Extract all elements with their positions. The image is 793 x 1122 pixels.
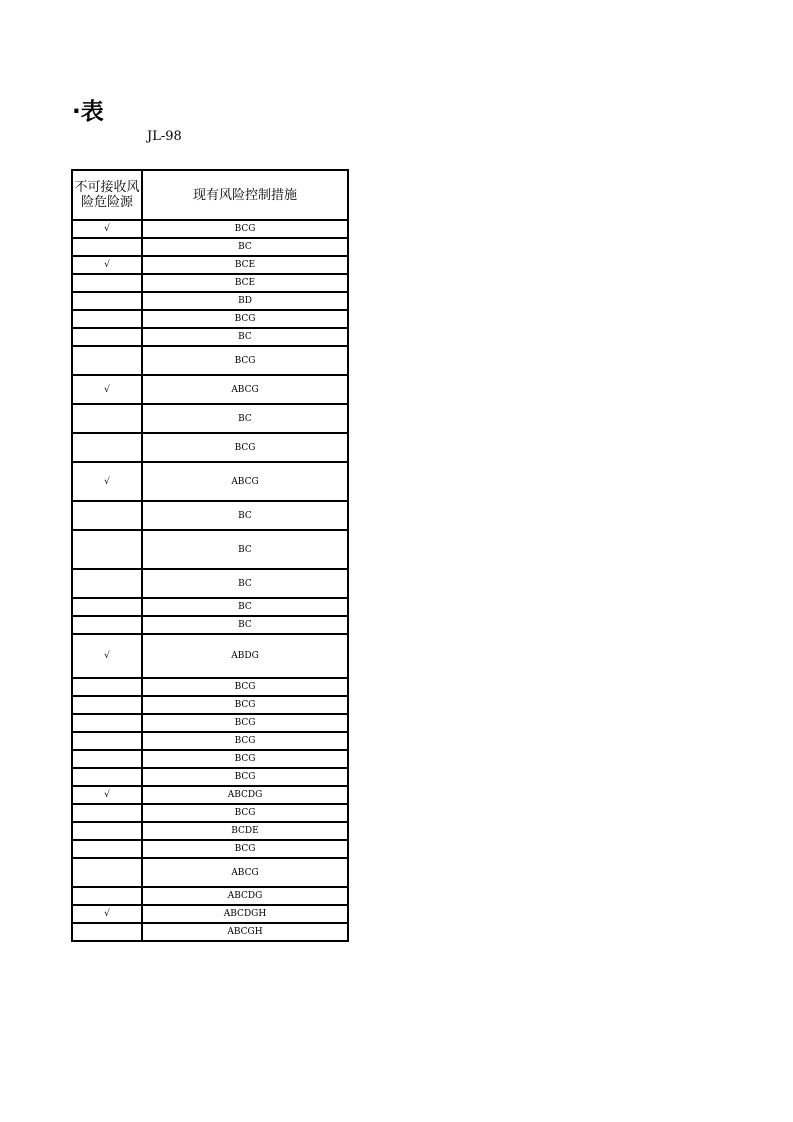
risk-flag-cell — [72, 804, 142, 822]
control-measure-cell: BC — [142, 616, 348, 634]
risk-flag-cell — [72, 310, 142, 328]
risk-flag-cell — [72, 768, 142, 786]
risk-flag-cell — [72, 404, 142, 433]
risk-table — [71, 169, 349, 942]
risk-flag-cell — [72, 346, 142, 375]
table-row — [72, 462, 348, 501]
table-row — [72, 714, 348, 732]
control-measure-cell: BCG — [142, 310, 348, 328]
control-measure-cell: BCG — [142, 750, 348, 768]
risk-flag-cell — [72, 678, 142, 696]
risk-flag-cell — [72, 238, 142, 256]
table-row — [72, 292, 348, 310]
control-measure-cell: BCG — [142, 804, 348, 822]
risk-flag-cell — [72, 714, 142, 732]
risk-flag-cell: √ — [72, 375, 142, 404]
table-row — [72, 768, 348, 786]
risk-flag-cell — [72, 858, 142, 887]
risk-flag-cell — [72, 598, 142, 616]
table-row — [72, 858, 348, 887]
table-row — [72, 750, 348, 768]
control-measure-cell: BCG — [142, 732, 348, 750]
control-measure-cell: BCG — [142, 346, 348, 375]
risk-flag-cell: √ — [72, 786, 142, 804]
control-measure-cell: BD — [142, 292, 348, 310]
table-row — [72, 220, 348, 238]
control-measure-cell: BCG — [142, 220, 348, 238]
table-row — [72, 310, 348, 328]
control-measure-cell: ABCDG — [142, 786, 348, 804]
table-row — [72, 616, 348, 634]
table-row — [72, 822, 348, 840]
risk-flag-cell — [72, 616, 142, 634]
control-measure-cell: BC — [142, 404, 348, 433]
table-row — [72, 530, 348, 569]
table-row — [72, 804, 348, 822]
table-row — [72, 887, 348, 905]
table-row — [72, 238, 348, 256]
control-measure-cell: BC — [142, 530, 348, 569]
control-measure-cell: BC — [142, 238, 348, 256]
table-row — [72, 501, 348, 530]
risk-flag-cell — [72, 328, 142, 346]
document-code: JL-98 — [147, 129, 182, 144]
table-row — [72, 786, 348, 804]
table-row — [72, 569, 348, 598]
control-measure-cell: ABCG — [142, 858, 348, 887]
control-measure-cell: BCG — [142, 714, 348, 732]
control-measure-cell: BCE — [142, 274, 348, 292]
risk-flag-cell — [72, 569, 142, 598]
risk-flag-cell — [72, 433, 142, 462]
control-measure-cell: BCG — [142, 696, 348, 714]
table-row — [72, 678, 348, 696]
column-header-control-measures: 现有风险控制措施 — [142, 170, 348, 220]
column-header-unacceptable-risk: 不可接收风险危险源 — [72, 170, 142, 220]
risk-flag-cell — [72, 750, 142, 768]
control-measure-cell: ABCDG — [142, 887, 348, 905]
control-measure-cell: BCG — [142, 768, 348, 786]
risk-flag-cell: √ — [72, 220, 142, 238]
control-measure-cell: BCDE — [142, 822, 348, 840]
risk-flag-cell: √ — [72, 905, 142, 923]
table-row — [72, 905, 348, 923]
table-row — [72, 256, 348, 274]
table-row — [72, 732, 348, 750]
control-measure-cell: BC — [142, 328, 348, 346]
control-measure-cell: ABCDGH — [142, 905, 348, 923]
control-measure-cell: ABCGH — [142, 923, 348, 941]
risk-flag-cell — [72, 501, 142, 530]
table-row — [72, 598, 348, 616]
risk-flag-cell — [72, 887, 142, 905]
control-measure-cell: ABCG — [142, 462, 348, 501]
control-measure-cell: BC — [142, 501, 348, 530]
risk-flag-cell: √ — [72, 256, 142, 274]
control-measure-cell: BC — [142, 569, 348, 598]
risk-flag-cell — [72, 840, 142, 858]
risk-flag-cell — [72, 732, 142, 750]
risk-flag-cell — [72, 274, 142, 292]
risk-flag-cell — [72, 822, 142, 840]
risk-flag-cell: √ — [72, 462, 142, 501]
risk-flag-cell — [72, 530, 142, 569]
risk-flag-cell — [72, 696, 142, 714]
control-measure-cell: BCG — [142, 678, 348, 696]
table-row — [72, 634, 348, 678]
table-row — [72, 433, 348, 462]
table-row — [72, 375, 348, 404]
control-measure-cell: ABDG — [142, 634, 348, 678]
table-row — [72, 346, 348, 375]
table-header-row — [72, 170, 348, 220]
control-measure-cell: ABCG — [142, 375, 348, 404]
risk-flag-cell: √ — [72, 634, 142, 678]
table-row — [72, 274, 348, 292]
control-measure-cell: BCE — [142, 256, 348, 274]
control-measure-cell: BCG — [142, 433, 348, 462]
table-row — [72, 328, 348, 346]
document-title: ·表 — [72, 99, 104, 125]
control-measure-cell: BC — [142, 598, 348, 616]
table-row — [72, 923, 348, 941]
table-row — [72, 696, 348, 714]
risk-flag-cell — [72, 923, 142, 941]
table-row — [72, 404, 348, 433]
control-measure-cell: BCG — [142, 840, 348, 858]
risk-flag-cell — [72, 292, 142, 310]
table-row — [72, 840, 348, 858]
